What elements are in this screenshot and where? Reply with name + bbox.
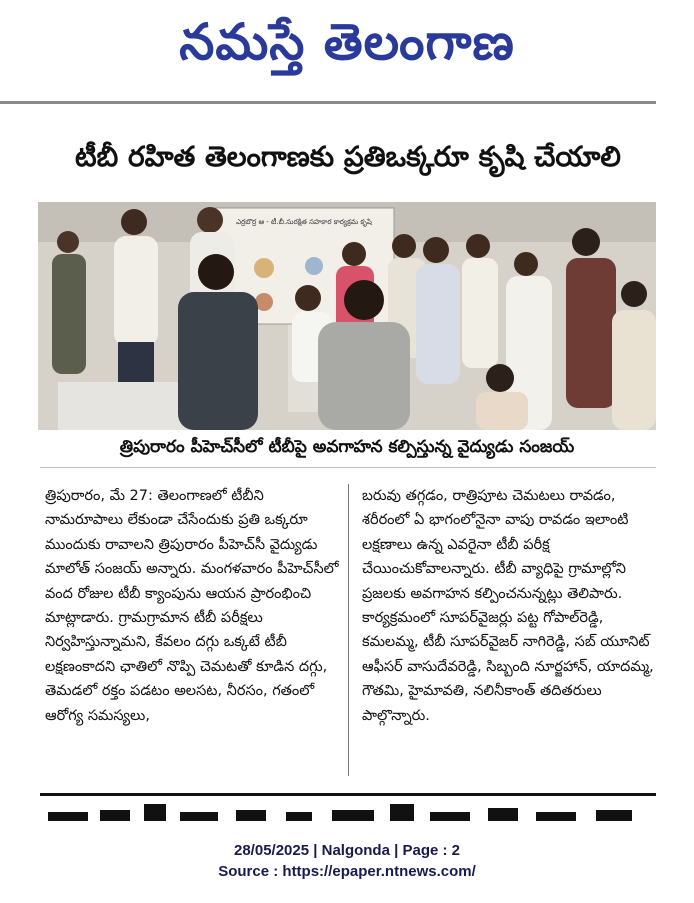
- caption-divider: [40, 467, 656, 468]
- photo-illustration: [38, 202, 656, 430]
- column-divider: [348, 484, 349, 776]
- article-body-left: త్రిపురారం, మే 27: తెలంగాణలో టీబీని నామరూపాలు లేకుండా చేసేందుకు ప్రతి ఒక్కరూ ముందుకు రావాలని త్రిపురారం పీహెచ్‌సీ వైద్యుడు మాలోత్ సంజయ్ అన్నారు. మంగళవారం పీహెచ్‌సీలో వంద రోజుల టీబీ క్యాంపును ఆయన ప్రారంభించి మాట్లాడారు. గ్రామగ్రామాన టీబీ పరీక్షలు నిర్వహిస్తున్నామని, కేవలం దగ్గు ఒక్కటే టీబీ లక్షణంకాదని ఛాతిలో నొప్పి చెమటతో కూడిన దగ్గు, తెమడలో రక్తం పడటం అలసట, నీరసం, గతంలో ఆరోగ్య సమస్యలు,: [45, 488, 339, 724]
- footer: [0, 840, 694, 882]
- masthead-divider: [0, 101, 656, 104]
- photo-caption: త్రిపురారం పీహెచ్‌సీలో టీబీపై అవగాహన కల్పిస్తున్న వైద్యుడు సంజయ్: [119, 437, 575, 457]
- article-headline: టీబీ రహిత తెలంగాణకు ప్రతిఒక్కరూ కృషి చేయాలి: [75, 140, 621, 173]
- footer-source-link[interactable]: Source : https://epaper.ntnews.com/: [218, 863, 476, 880]
- cropped-text-fragment: [40, 800, 656, 822]
- photo-banner-text: ఎర్రబొర్ర ఆ - టీ.బీ.సురక్షిత సహకార కార్యక్రమ కృషి: [236, 218, 372, 226]
- masthead: [0, 8, 694, 88]
- next-article-headline-cropped: [40, 800, 656, 822]
- article-body-right: బరువు తగ్గడం, రాత్రిపూట చెమటలు రావడం, శరీరంలో ఏ భాగంలోనైనా వాపు రావడం ఇలాంటి లక్షణాలు ఉన్న ఎవరైనా టీబీ పరీక్ష చేయించుకోవాలన్నారు. టీబీ వ్యాధిపై గ్రామాల్లోని ప్రజలకు అవగాహన కల్పించనున్నట్లు తెలిపారు. కార్యక్రమంలో సూపర్‌వైజర్లు పట్ట గోపాల్‌రెడ్డి, కమలమ్మ, టీబీ సూపర్‌వైజర్ నాగిరెడ్డి, సబ్ యూనిట్ ఆఫీసర్ వాసుదేవరెడ్డి, సిబ్బంది నూర్జహాన్, యాదమ్మ, గౌతమి, హైమావతి, నలినీకాంత్ తదితరులు పాల్గొన్నారు.: [362, 488, 654, 724]
- masthead-logo: నమస్తే తెలంగాణ: [179, 12, 515, 71]
- bottom-divider: [40, 793, 656, 796]
- article-column-right: [362, 484, 657, 728]
- article-column-left: [45, 484, 340, 728]
- footer-date-edition-page: 28/05/2025 | Nalgonda | Page : 2: [234, 842, 460, 859]
- article-photo: [38, 202, 656, 430]
